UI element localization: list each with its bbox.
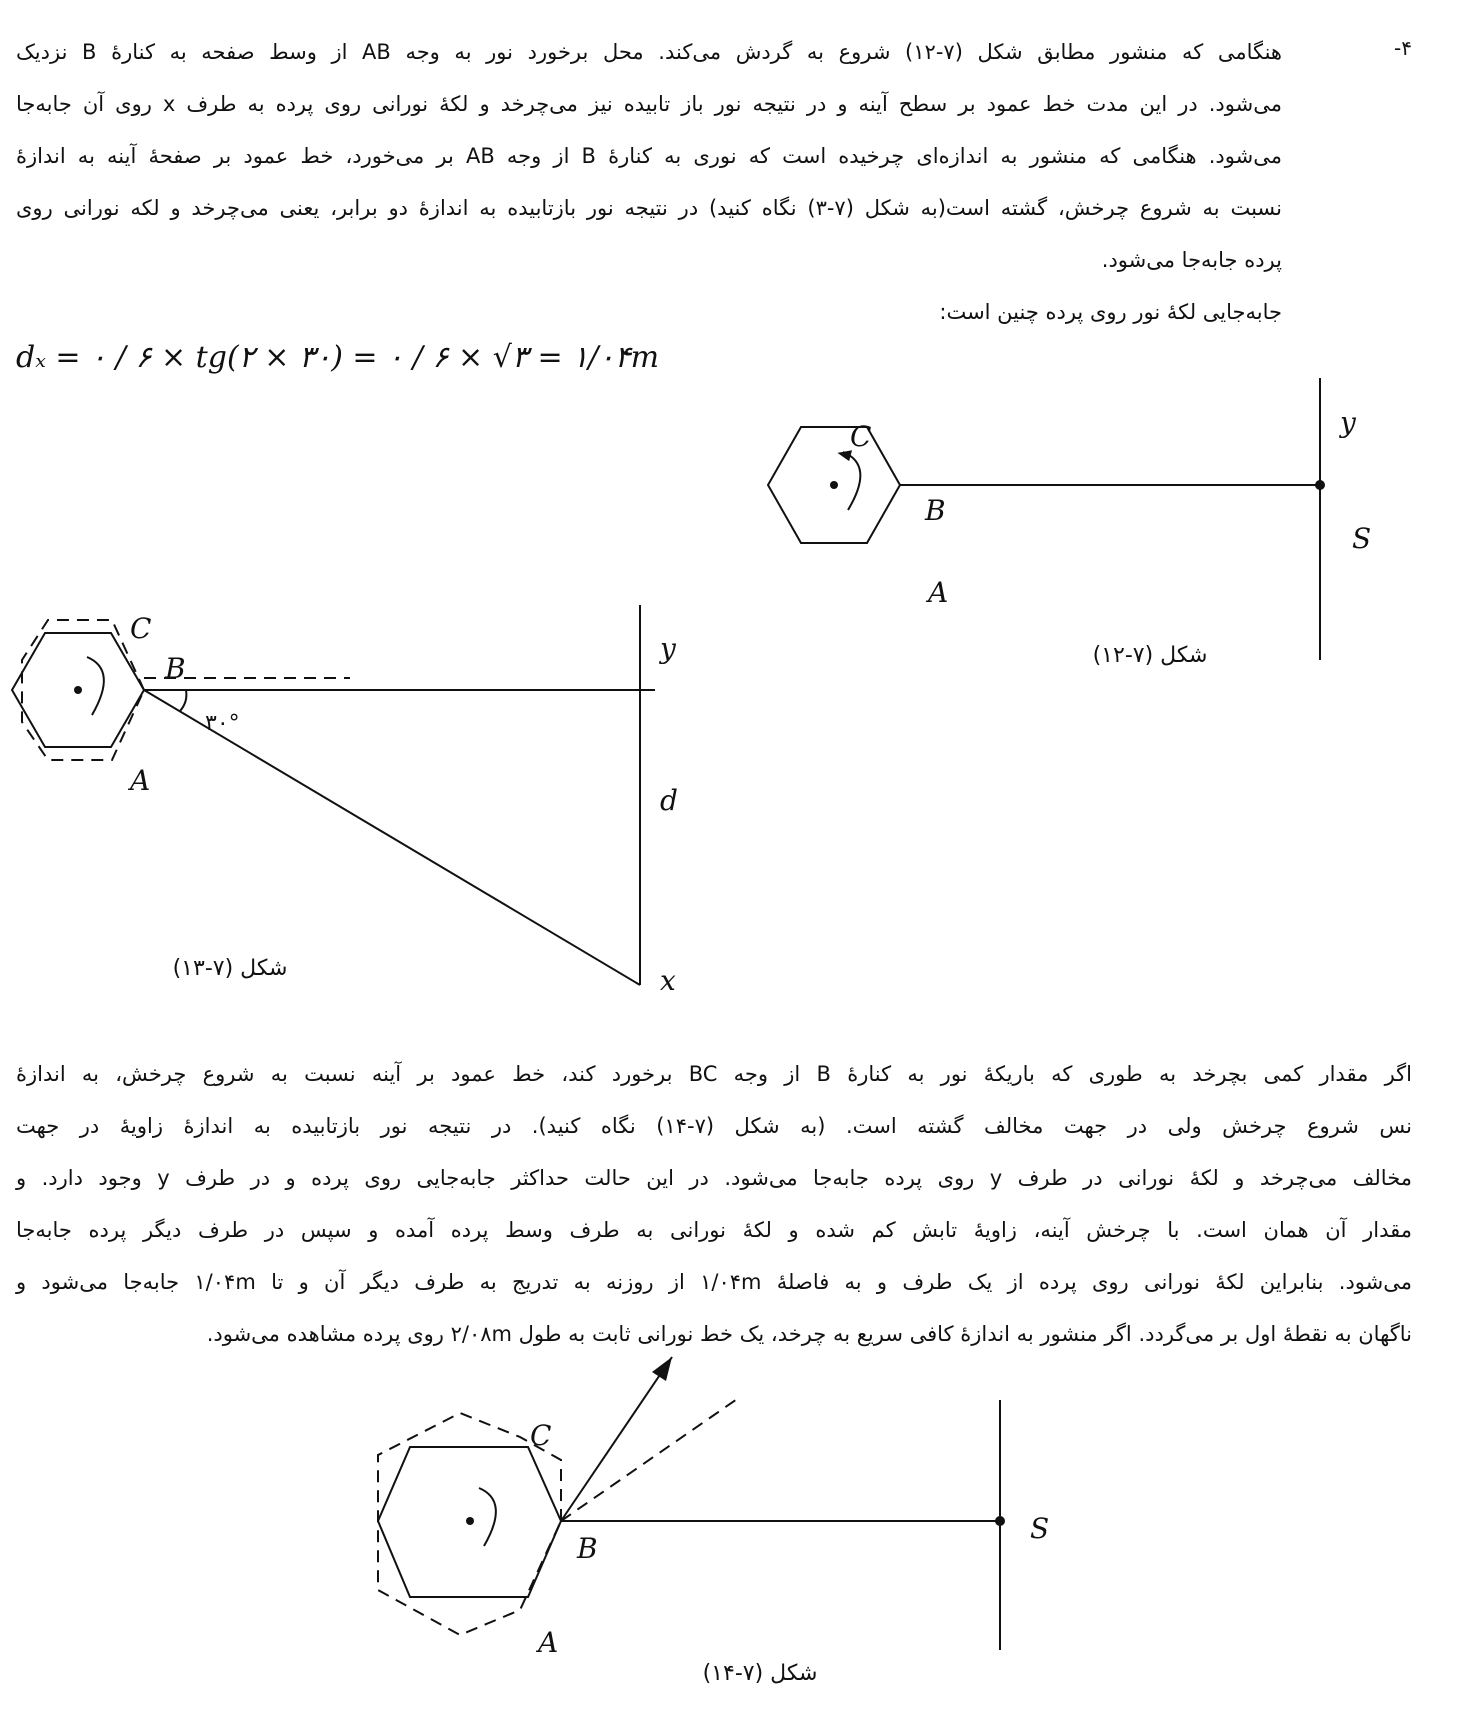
reflected-ray xyxy=(561,1357,672,1521)
label-b: B xyxy=(577,1532,598,1565)
label-s: S xyxy=(1352,522,1372,555)
text-line: می‌شود. بنابراین لکهٔ نورانی روی پرده از یک طرف و به فاصلهٔ ۱/۰۴m از روزنه به تدریج به طرف دیگر آن و تا ۱/۰۴m جابه‌جا می‌شود و xyxy=(16,1270,1412,1294)
label-a: A xyxy=(538,1626,559,1659)
label-d: d xyxy=(660,784,678,817)
label-c: C xyxy=(130,612,152,645)
text-line: نسبت به شروع چرخش، گشته است(به شکل (۷-۳) نگاه کنید) در نتیجه نور بازتابیده به اندازهٔ دو برابر، یعنی می‌چرخد و لکه نورانی روی xyxy=(16,196,1282,220)
light-spot xyxy=(995,1516,1005,1526)
caption-7-14: شکل (۷-۱۴) xyxy=(702,1661,818,1686)
label-a: A xyxy=(130,764,151,797)
label-y: y xyxy=(660,632,676,665)
text-line: اگر مقدار کمی بچرخد به طوری که باریکهٔ نور به کنارهٔ B از وجه BC برخورد کند، خط عمود بر آینه نسبت به شروع چرخش، به اندازهٔ xyxy=(16,1062,1412,1086)
label-y: y xyxy=(1340,406,1356,439)
problem-number: ۴- xyxy=(1394,36,1412,60)
caption-7-12: شکل (۷-۱۲) xyxy=(1092,643,1208,668)
angle-label: ۳۰° xyxy=(205,711,240,736)
label-c: C xyxy=(530,1419,552,1452)
text-line: پرده جابه‌جا می‌شود. xyxy=(1101,248,1282,272)
label-c: C xyxy=(850,420,872,453)
text-line: مقدار آن همان است. با چرخش آینه، زاویهٔ تابش کم شده و لکهٔ نورانی به طرف وسط پرده آمده و سپس در طرف دیگر پرده جابه‌جا xyxy=(16,1218,1412,1242)
text-line: نس شروع چرخش ولی در جهت مخالف گشته است. (به شکل (۷-۱۴) نگاه کنید). در نتیجه نور بازتابیده به اندازهٔ زاویهٔ در جهت xyxy=(16,1114,1412,1138)
prism-center xyxy=(466,1517,474,1525)
text-line: جابه‌جایی لکهٔ نور روی پرده چنین است: xyxy=(939,300,1282,324)
text-line: ناگهان به نقطهٔ اول بر می‌گردد. اگر منشور به اندازهٔ کافی سریع به چرخد، یک خط نورانی ثابت به طول ۲/۰۸m روی پرده مشاهده می‌شود. xyxy=(206,1322,1412,1346)
label-b: B xyxy=(925,494,946,527)
text-line: هنگامی که منشور مطابق شکل (۷-۱۲) شروع به گردش می‌کند. محل برخورد نور به وجه AB از وسط صفحه به کنارهٔ B نزدیک xyxy=(16,40,1283,64)
label-a: A xyxy=(928,576,949,609)
text-line: مخالف می‌چرخد و لکهٔ نورانی در طرف y روی پرده جابه‌جا می‌شود. در این حالت حداکثر جابه‌جایی روی پرده و در طرف y وجود دارد. و xyxy=(16,1166,1412,1190)
label-s: S xyxy=(1030,1512,1050,1545)
caption-7-13: شکل (۷-۱۳) xyxy=(172,956,288,981)
label-b: B xyxy=(165,652,186,685)
displacement-formula: dₓ = ۰ / ۶ × tg(۲ × ۳۰) = ۰ / ۶ × √۳ = ۱/۰۴m xyxy=(16,340,660,375)
rotation-arrow-icon xyxy=(479,1488,496,1546)
text-line: می‌شود. در این مدت خط عمود بر سطح آینه و در نتیجه نور باز تابیده نیز می‌چرخد و لکهٔ نورانی روی پرده به طرف x روی آن جابه‌جا xyxy=(16,92,1282,116)
reflected-ray-arrowhead-icon xyxy=(652,1357,672,1381)
text-line: می‌شود. هنگامی که منشور به اندازه‌ای چرخیده است که نوری به کنارهٔ B از وجه AB بر می‌خورد، خط عمود بر صفحهٔ آینه به اندازهٔ xyxy=(16,144,1282,168)
normal-dashed xyxy=(561,1397,740,1521)
label-x: x xyxy=(660,964,676,997)
